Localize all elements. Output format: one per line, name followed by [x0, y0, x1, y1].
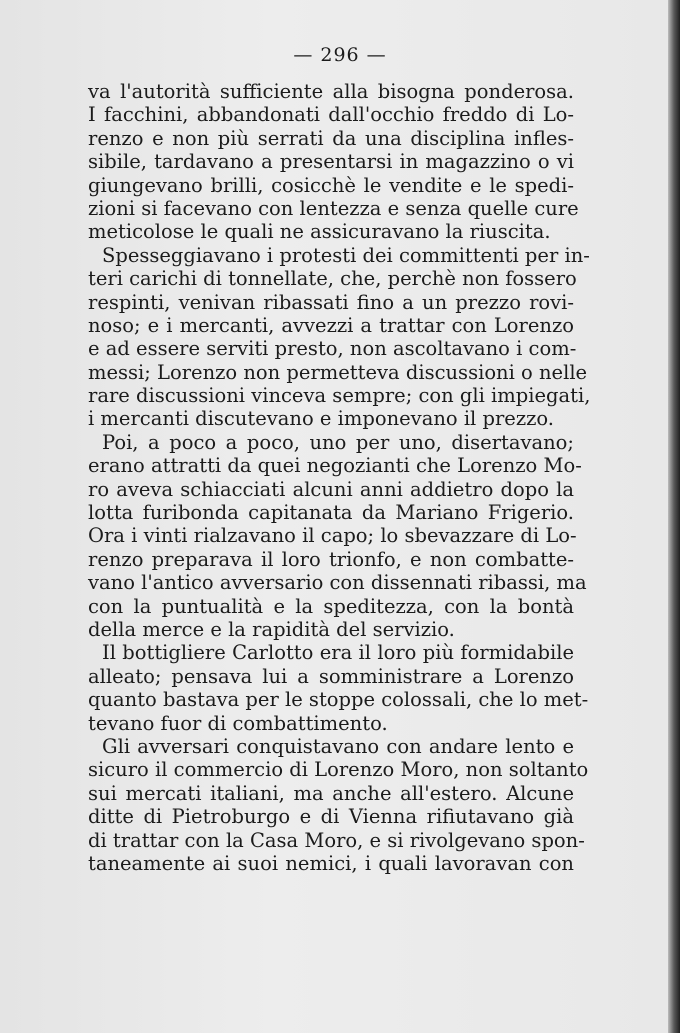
paragraph — [88, 641, 589, 735]
text-line: i mercanti discutevano e imponevano il prezzo. — [88, 407, 554, 431]
text-line: zioni si facevano con lentezza e senza quelle cure — [88, 196, 579, 220]
text-line: quanto bastava per le stoppe colossali, che lo met- — [88, 688, 589, 712]
text-line: Il bottigliere Carlotto era il loro più formidabile — [102, 641, 574, 665]
text-line: sui mercati italiani, ma anche all'estero. Alcune — [88, 781, 574, 805]
text-line: teri carichi di tonnellate, che, perchè non fossero — [88, 267, 577, 291]
text-line: Gli avversari conquistavano con andare lento e — [102, 734, 574, 758]
text-line: taneamente ai suoi nemici, i quali lavoravan con — [88, 851, 574, 875]
paragraph — [88, 80, 579, 244]
text-line: Ora i vinti rialzavano il capo; lo sbevazzare di Lo- — [88, 524, 577, 548]
page-number: — 296 — — [293, 44, 387, 66]
book-spine-shadow — [668, 0, 680, 1033]
text-line: sicuro il commercio di Lorenzo Moro, non soltanto — [88, 758, 589, 782]
text-line: vano l'antico avversario con dissennati ribassi, ma — [88, 571, 587, 595]
text-line: respinti, venivan ribassati fino a un prezzo rovi- — [88, 290, 574, 314]
text-line: della merce e la rapidità del servizio. — [88, 617, 455, 641]
text-line: va l'autorità sufficiente alla bisogna ponderosa. — [88, 80, 574, 103]
text-line: messi; Lorenzo non permetteva discussioni o nelle — [88, 360, 588, 384]
text-line: tevano fuor di combattimento. — [88, 711, 388, 735]
text-line: renzo preparava il loro trionfo, e non combatte- — [88, 547, 574, 571]
paragraph — [88, 430, 587, 642]
text-line: giungevano brilli, cosicchè le vendite e le spedi- — [88, 173, 574, 197]
text-line: rare discussioni vinceva sempre; con gli impiegati, — [88, 384, 591, 408]
text-line: di trattar con la Casa Moro, e si rivolgevano spon- — [88, 828, 585, 852]
paragraph — [88, 734, 589, 875]
text-line: meticolose le quali ne assicuravano la riuscita. — [88, 220, 551, 244]
text-line: con la puntualità e la speditezza, con la bontà — [88, 594, 574, 618]
text-line: renzo e non più serrati da una disciplina infles- — [88, 126, 574, 150]
text-line: erano attratti da quei negozianti che Lorenzo Mo- — [88, 454, 582, 478]
text-line: alleato; pensava lui a somministrare a Lorenzo — [88, 664, 574, 688]
text-line: lotta furibonda capitanata da Mariano Frigerio. — [88, 501, 574, 525]
text-line: Poi, a poco a poco, uno per uno, disertavano; — [102, 430, 574, 454]
body-text — [88, 80, 591, 875]
text-line: I facchini, abbandonati dall'occhio freddo di Lo- — [88, 103, 574, 127]
text-line: e ad essere serviti presto, non ascoltavano i com- — [88, 337, 577, 361]
text-line: ro aveva schiacciati alcuni anni addietro dopo la — [88, 477, 574, 501]
text-line: sibile, tardavano a presentarsi in magazzino o vi — [88, 150, 574, 174]
paragraph — [88, 243, 591, 431]
text-line: ditte di Pietroburgo e di Vienna rifiutavano già — [88, 805, 574, 829]
text-line: Spesseggiavano i protesti dei committenti per in- — [102, 243, 590, 267]
text-line: noso; e i mercanti, avvezzi a trattar con Lorenzo — [88, 313, 574, 337]
